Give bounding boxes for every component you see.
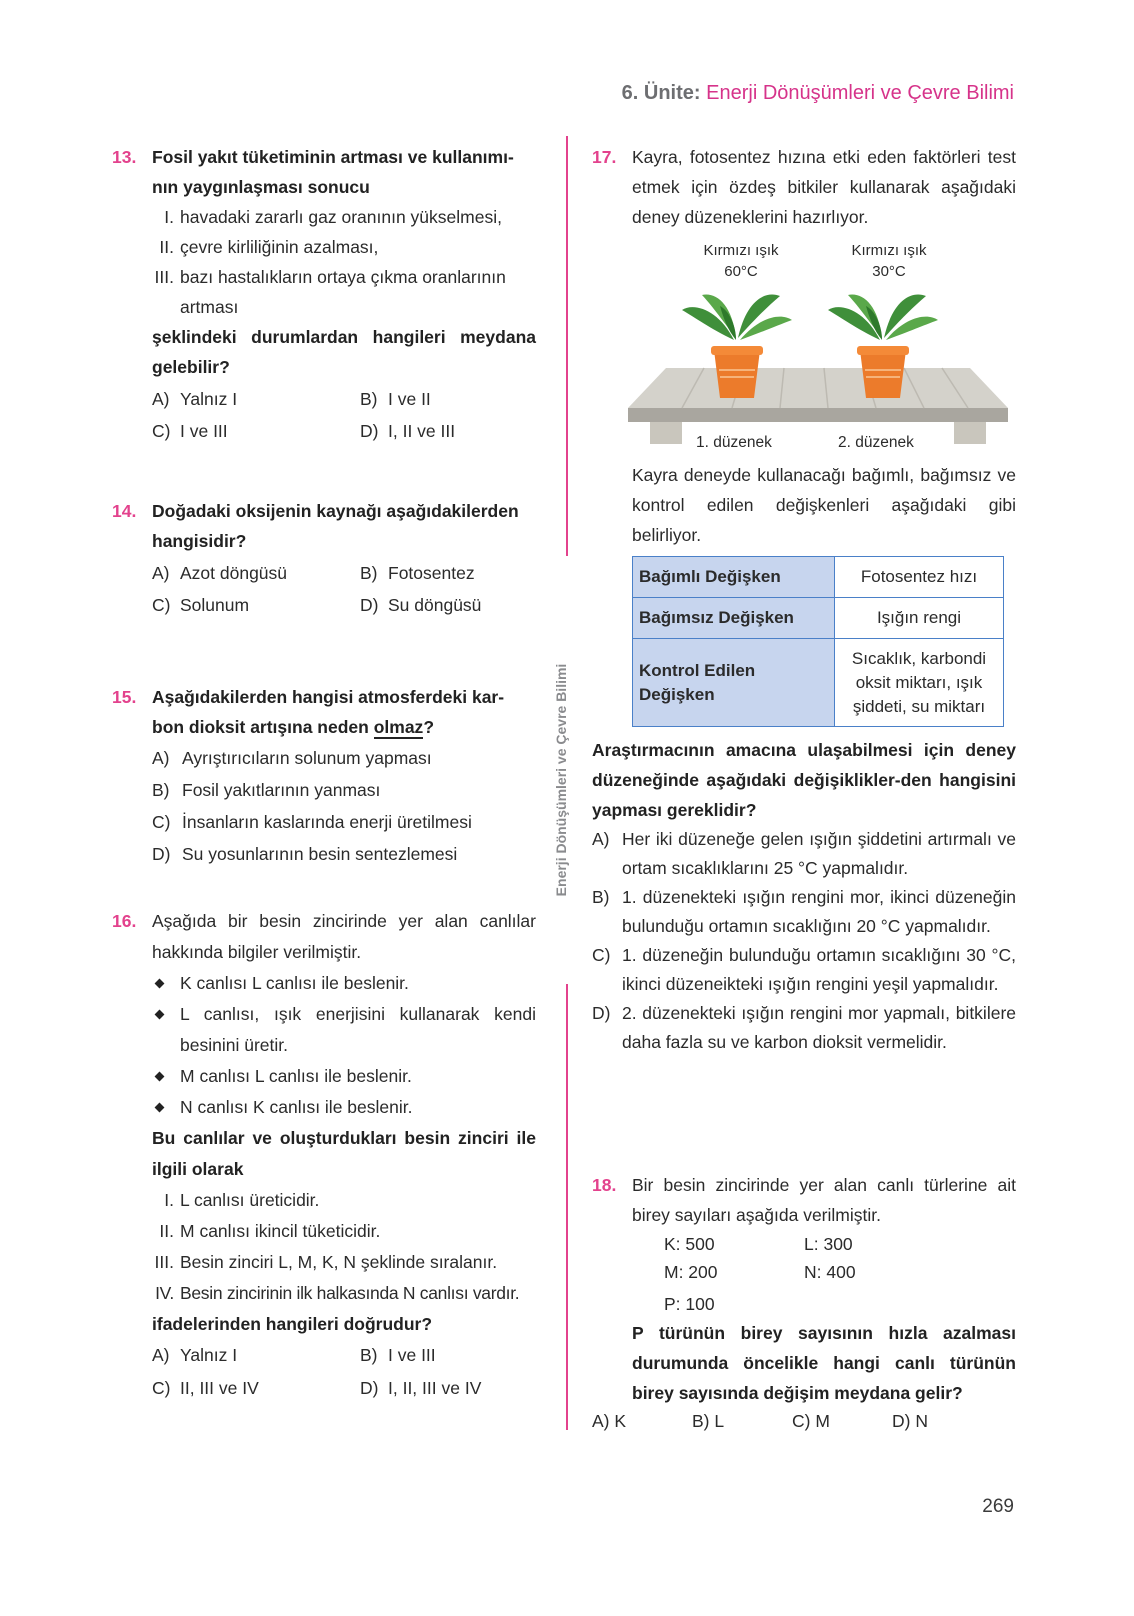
option-a[interactable]: A) Her iki düzeneğe gelen ışığın şiddetini artırmalı ve ortam sıcaklıklarını 25 °C yapmalıdır. [592,829,1016,878]
question-number: 16. [112,911,137,931]
table-cell: Fotosentez hızı [835,557,1004,598]
question-prompt: Doğadaki oksijenin kaynağı aşağıdakilerden hangisidir? [152,501,519,551]
option-a[interactable]: A) Yalnız I [152,1345,238,1365]
option-d[interactable]: D) Su yosunlarının besin sentezlemesi [152,844,458,864]
question-13 [112,142,536,446]
question-prompt: ifadelerinden hangileri doğrudur? [152,1314,433,1334]
table-row [633,557,1004,598]
list-item: IV. Besin zincirinin ilk halkasında N canlısı vardır. [155,1283,520,1303]
option-a[interactable]: A) Yalnız I [152,389,238,409]
question-prompt: bon dioksit artışına neden olmaz? [152,717,435,737]
question-number: 14. [112,501,137,521]
diamond-bullet-icon [155,1072,165,1082]
option-b[interactable]: B) Fotosentez [360,563,475,583]
setup-2-label: Kırmızı ışık 30°C [851,242,927,280]
unit-topic: Enerji Dönüşümleri ve Çevre Bilimi [706,82,1014,104]
emphasis-underline: olmaz [373,717,424,737]
question-lead: Bu canlılar ve oluşturdukları besin zinciri ile ilgili olarak [152,1128,536,1179]
column-divider-bottom [566,984,568,1430]
unit-number: 6. Ünite: [621,82,701,104]
table-header-cell: Bağımsız Değişken [633,598,835,639]
option-d[interactable]: D) N [892,1411,928,1431]
list-item: II. M canlısı ikincil tüketicidir. [159,1221,381,1241]
population-counts [664,1230,1016,1318]
option-b[interactable]: B) I ve III [360,1345,436,1365]
question-18 [592,1170,1016,1436]
count-k: K: 500 [664,1234,715,1254]
option-d[interactable]: D) 2. düzenekteki ışığın rengini mor yapmalı, bitkilere daha fazla su ve karbon dioksit vermelidir. [592,1003,1016,1052]
diamond-bullet-icon [155,979,165,989]
question-intro: Kayra, fotosentez hızına etki eden faktörleri test etmek için özdeş bitkiler kullanarak aşağıdaki deney düzeneklerini hazırlıyor. [632,147,1016,227]
question-prompt: P türünün birey sayısının hızla azalması durumunda öncelikle hangi canlı türünün birey sayısında değişim meydana gelir? [632,1323,1016,1403]
question-16 [112,906,536,1404]
table-row [633,598,1004,639]
question-mid-text: Kayra deneyde kullanacağı bağımlı, bağımsız ve kontrol edilen değişkenleri aşağıdaki gibi belirliyor. [632,465,1016,545]
answer-options [152,384,536,446]
list-item: I. havadaki zararlı gaz oranının yükselmesi, [164,207,502,227]
column-divider-top [566,136,568,556]
setup-1-label: Kırmızı ışık 60°C [703,242,779,280]
unit-header [622,82,1014,105]
option-a[interactable]: A) K [592,1411,627,1431]
roman-list [152,202,536,322]
list-item: III. Besin zinciri L, M, K, N şeklinde sıralanır. [154,1252,498,1272]
option-c[interactable]: C) 1. düzeneğin bulunduğu ortamın sıcaklığını 30 °C, ikinci düzeneikteki ışığın rengini yeşil yapmalıdır. [592,945,1016,994]
question-number: 15. [112,687,137,707]
setup-1-caption: 1. düzenek [696,434,772,451]
experiment-figure [624,240,1008,458]
option-a[interactable]: A) Azot döngüsü [152,563,288,583]
option-c[interactable]: C) I ve III [152,421,228,441]
option-b[interactable]: B) Fosil yakıtlarının yanması [152,780,381,800]
table-header-cell: Kontrol Edilen Değişken [633,639,835,727]
table-row [633,639,1004,727]
question-intro: Bir besin zincirinde yer alan canlı türlerine ait birey sayıları aşağıda verilmiştir. [632,1175,1016,1225]
answer-options [152,1340,536,1404]
list-item: N canlısı K canlısı ile beslenir. [152,1092,536,1123]
option-c[interactable]: C) M [792,1411,830,1431]
table-cell: Sıcaklık, karbondi oksit miktarı, ışık şiddeti, su miktarı [835,639,1004,727]
side-label: Enerji Dönüşümleri ve Çevre Bilimi [553,663,569,897]
question-prompt: Aşağıdakilerden hangisi atmosferdeki kar- [152,687,505,707]
list-item: II. çevre kirliliğinin azalması, [159,237,379,257]
count-m: M: 200 [664,1262,718,1282]
count-p: P: 100 [664,1294,715,1314]
option-c[interactable]: C) Solunum [152,595,250,615]
option-d[interactable]: D) Su döngüsü [360,595,482,615]
list-item: L canlısı, ışık enerjisini kullanarak kendi besinini üretir. [152,999,536,1061]
question-number: 18. [592,1175,617,1195]
question-17 [592,142,1016,1057]
question-14 [112,496,536,620]
variables-table [632,556,1004,727]
option-c[interactable]: C) II, III ve IV [152,1378,259,1398]
bullet-list [152,968,536,1123]
list-item: K canlısı L canlısı ile beslenir. [152,968,536,999]
table-cell: Işığın rengi [835,598,1004,639]
answer-options [592,1406,1016,1436]
question-15 [112,682,536,870]
count-l: L: 300 [804,1234,853,1254]
setup-2-caption: 2. düzenek [838,434,914,451]
count-n: N: 400 [804,1262,856,1282]
question-number: 17. [592,147,617,167]
option-b[interactable]: B) 1. düzenekteki ışığın rengini mor, ikinci düzeneğin bulunduğu ortamın sıcaklığını 20 °C yapmalıdır. [592,887,1016,936]
answer-options [592,825,1016,1057]
list-item: III. bazı hastalıkların ortaya çıkma oranlarının artması [154,267,506,317]
page-number: 269 [982,1496,1014,1517]
question-intro: Aşağıda bir besin zincirinde yer alan canlılar hakkında bilgiler verilmiştir. [152,911,536,962]
option-a[interactable]: A) Ayrıştırıcıların solunum yapması [152,748,432,768]
table-header-cell: Bağımlı Değişken [633,557,835,598]
option-c[interactable]: C) İnsanların kaslarında enerji üretilmesi [152,812,472,832]
option-d[interactable]: D) I, II ve III [360,421,456,441]
option-b[interactable]: B) L [692,1411,725,1431]
option-b[interactable]: B) I ve II [360,389,431,409]
answer-options [152,742,536,870]
diamond-bullet-icon [155,1010,165,1020]
question-stem: nın yaygınlaşması sonucu [152,177,370,197]
option-d[interactable]: D) I, II, III ve IV [360,1378,482,1398]
list-item: M canlısı L canlısı ile beslenir. [152,1061,536,1092]
diamond-bullet-icon [155,1103,165,1113]
roman-list [152,1185,536,1309]
question-stem: Fosil yakıt tüketiminin artması ve kullanımı- [152,147,514,167]
plants-on-table-illustration [624,240,1008,458]
question-prompt: şeklindeki durumlardan hangileri meydana gelebilir? [152,327,536,377]
answer-options [152,558,536,620]
list-item: I. L canlısı üreticidir. [164,1190,320,1210]
question-number: 13. [112,147,137,167]
question-prompt: Araştırmacının amacına ulaşabilmesi için deney düzeneğinde aşağıdaki değişiklikler-den hangisini yapması gereklidir? [592,740,1016,820]
